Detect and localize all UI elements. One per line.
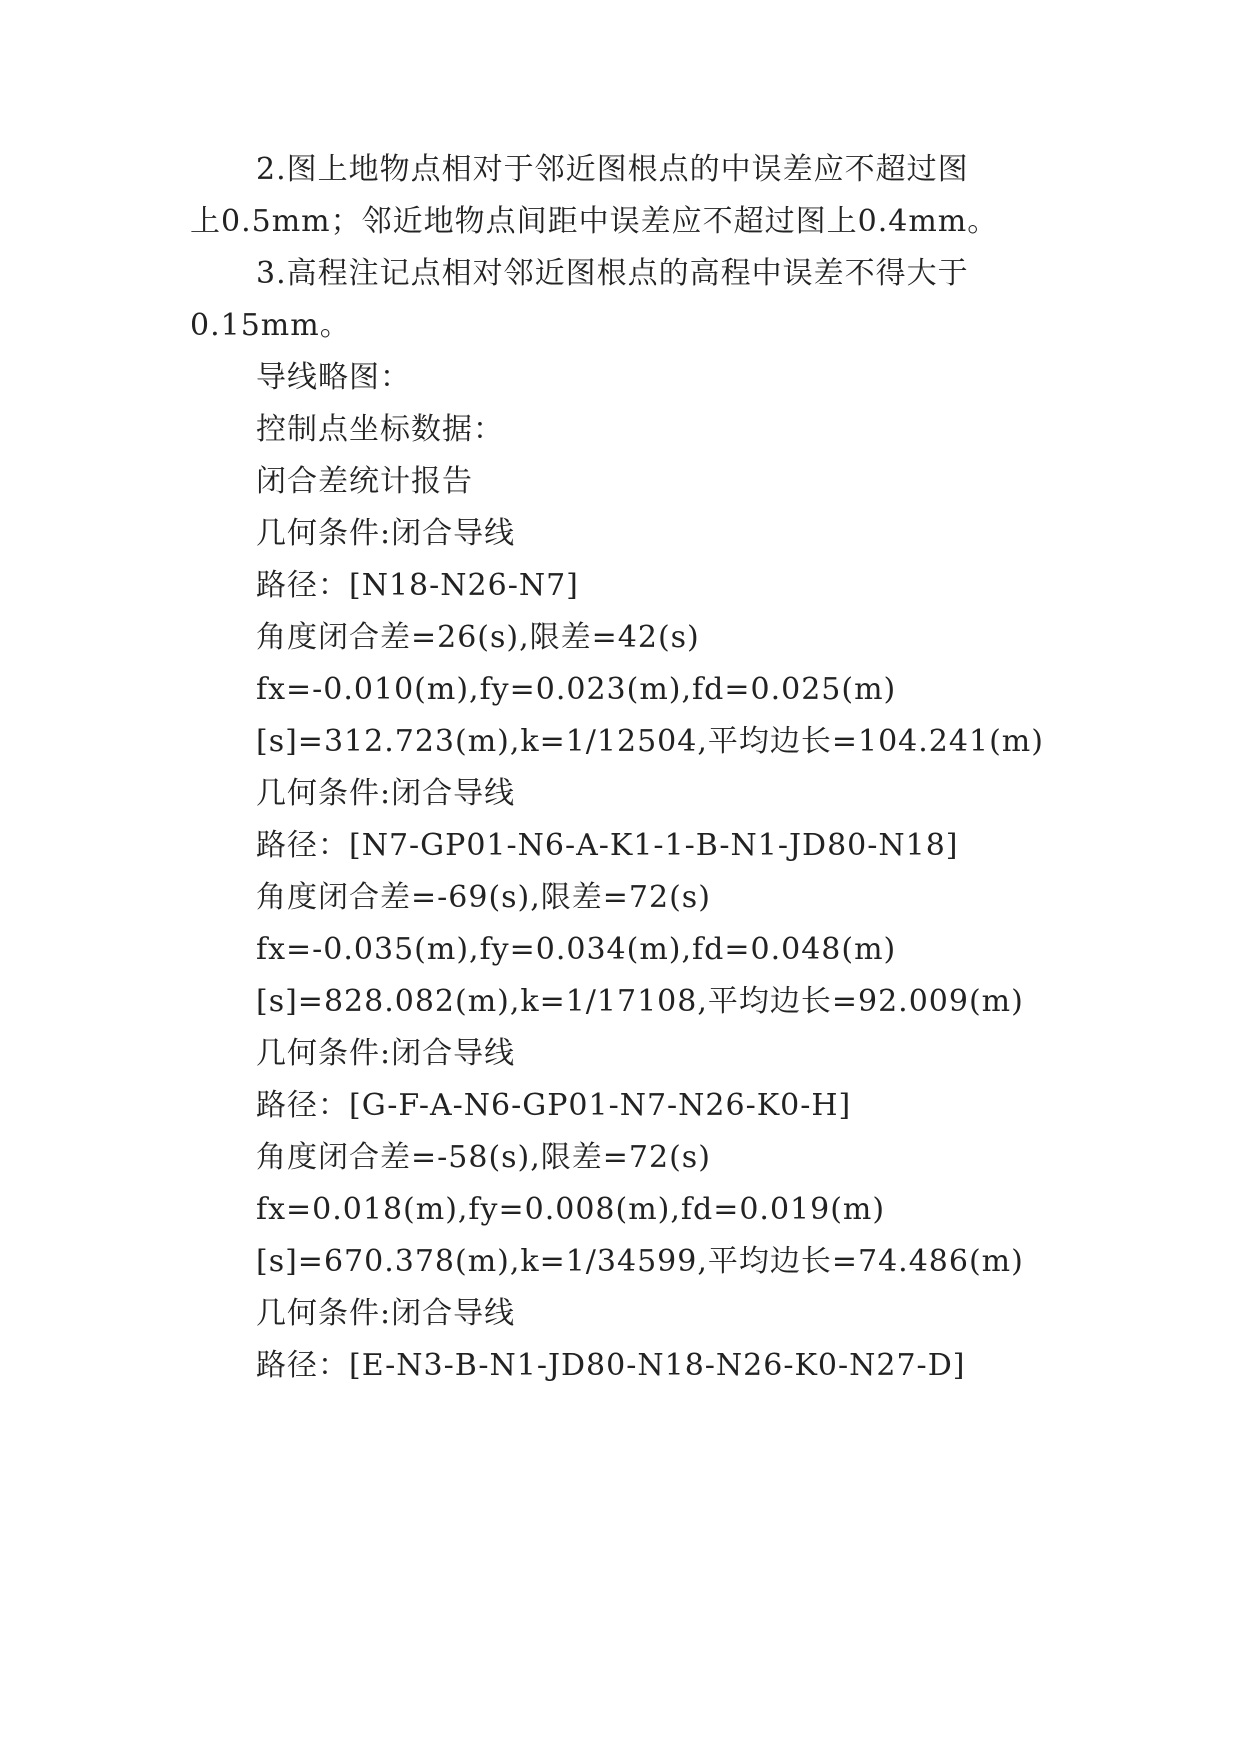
text-line: fx=-0.035(m),fy=0.034(m),fd=0.048(m): [256, 932, 897, 967]
text-line: 角度闭合差=-69(s),限差=72(s): [256, 880, 711, 915]
text-line: [s]=828.082(m),k=1/17108,平均边长=92.009(m): [256, 984, 1024, 1019]
text-line: fx=0.018(m),fy=0.008(m),fd=0.019(m): [256, 1192, 886, 1227]
text-line: [s]=670.378(m),k=1/34599,平均边长=74.486(m): [256, 1244, 1024, 1279]
text-line: 3.高程注记点相对邻近图根点的高程中误差不得大于: [256, 256, 969, 291]
text-line: 路径：[N18-N26-N7]: [256, 568, 579, 603]
text-line: fx=-0.010(m),fy=0.023(m),fd=0.025(m): [256, 672, 897, 707]
text-line: 几何条件:闭合导线: [256, 516, 516, 551]
text-line: [s]=312.723(m),k=1/12504,平均边长=104.241(m): [256, 724, 1044, 759]
text-line: 控制点坐标数据：: [256, 412, 504, 447]
text-line: 上0.5mm；邻近地物点间距中误差应不超过图上0.4mm。: [190, 204, 999, 239]
text-line: 几何条件:闭合导线: [256, 1036, 516, 1071]
text-line: 0.15mm。: [190, 308, 351, 343]
text-line: 角度闭合差=26(s),限差=42(s): [256, 620, 700, 655]
text-line: 几何条件:闭合导线: [256, 1296, 516, 1331]
text-line: 导线略图：: [256, 360, 411, 395]
text-line: 闭合差统计报告: [256, 464, 473, 499]
text-line: 路径：[E-N3-B-N1-JD80-N18-N26-K0-N27-D]: [256, 1348, 966, 1383]
text-line: 路径：[N7-GP01-N6-A-K1-1-B-N1-JD80-N18]: [256, 828, 959, 863]
text-line: 路径：[G-F-A-N6-GP01-N7-N26-K0-H]: [256, 1088, 852, 1123]
text-line: 几何条件:闭合导线: [256, 776, 516, 811]
text-line: 2.图上地物点相对于邻近图根点的中误差应不超过图: [256, 152, 969, 187]
text-line: 角度闭合差=-58(s),限差=72(s): [256, 1140, 711, 1175]
